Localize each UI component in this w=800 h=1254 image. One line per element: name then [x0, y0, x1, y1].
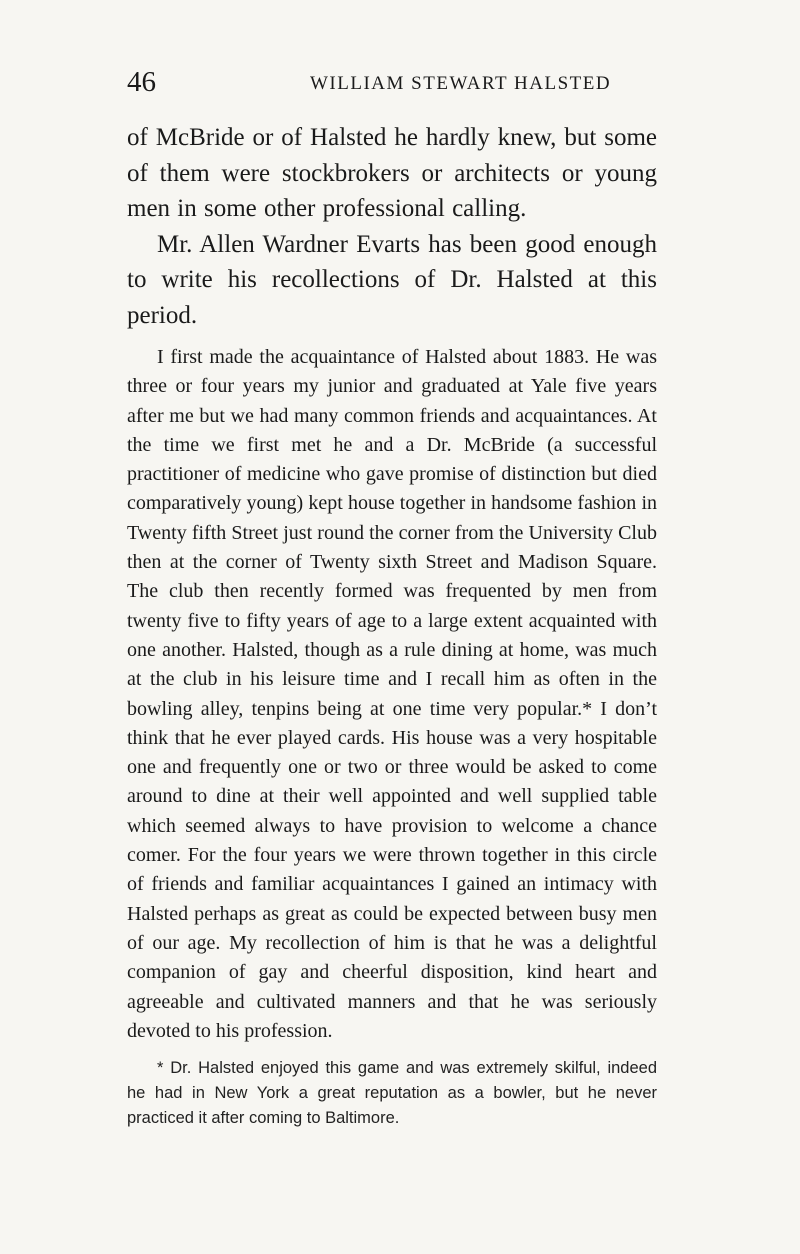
- running-title: WILLIAM STEWART HALSTED: [310, 73, 612, 94]
- body-text: [127, 120, 657, 1131]
- footnote: * Dr. Halsted enjoyed this game and was extremely skilful, indeed he had in New York a great reputation as a bowler, but he never practiced it after coming to Baltimore.: [127, 1059, 657, 1128]
- paragraph-evarts-intro: Mr. Allen Wardner Evarts has been good enough to write his recollections of Dr. Halsted at this period.: [127, 230, 657, 329]
- quoted-recollection: I first made the acquaintance of Halsted about 1883. He was three or four years my junior and graduated at Yale five years after me but we had many common friends and acquaintances. At the time we first met he and a Dr. McBride (a successful practitioner of medicine who gave promise of distinction but died comparatively young) kept house together in handsome fashion in Twenty fifth Street just round the corner from the University Club then at the corner of Twenty sixth Street and Madison Square. The club then recently formed was frequented by men from twenty five to fifty years of age to a large extent acquainted with one another. Halsted, though as a rule dining at home, was much at the club in his leisure time and I recall him as often in the bowling alley, tenpins being at one time very popular.* I don’t think that he ever played cards. His house was a very hospitable one and frequently one or two or three would be asked to come around to dine at their well appointed and well supplied table which seemed always to have provision to welcome a chance comer. For the four years we were thrown together in this circle of friends and familiar acquaintances I gained an intimacy with Halsted perhaps as great as could be expected between busy men of our age. My recollection of him is that he was a delightful companion of gay and cheerful disposition, kind heart and agreeable and cultivated manners and that he was seriously devoted to his profession.: [127, 346, 657, 1042]
- page-number: 46: [127, 66, 156, 98]
- paragraph-continuation: of McBride or of Halsted he hardly knew, but some of them were stockbrokers or architects or young men in some other professional calling.: [127, 124, 657, 222]
- running-head: [127, 64, 655, 104]
